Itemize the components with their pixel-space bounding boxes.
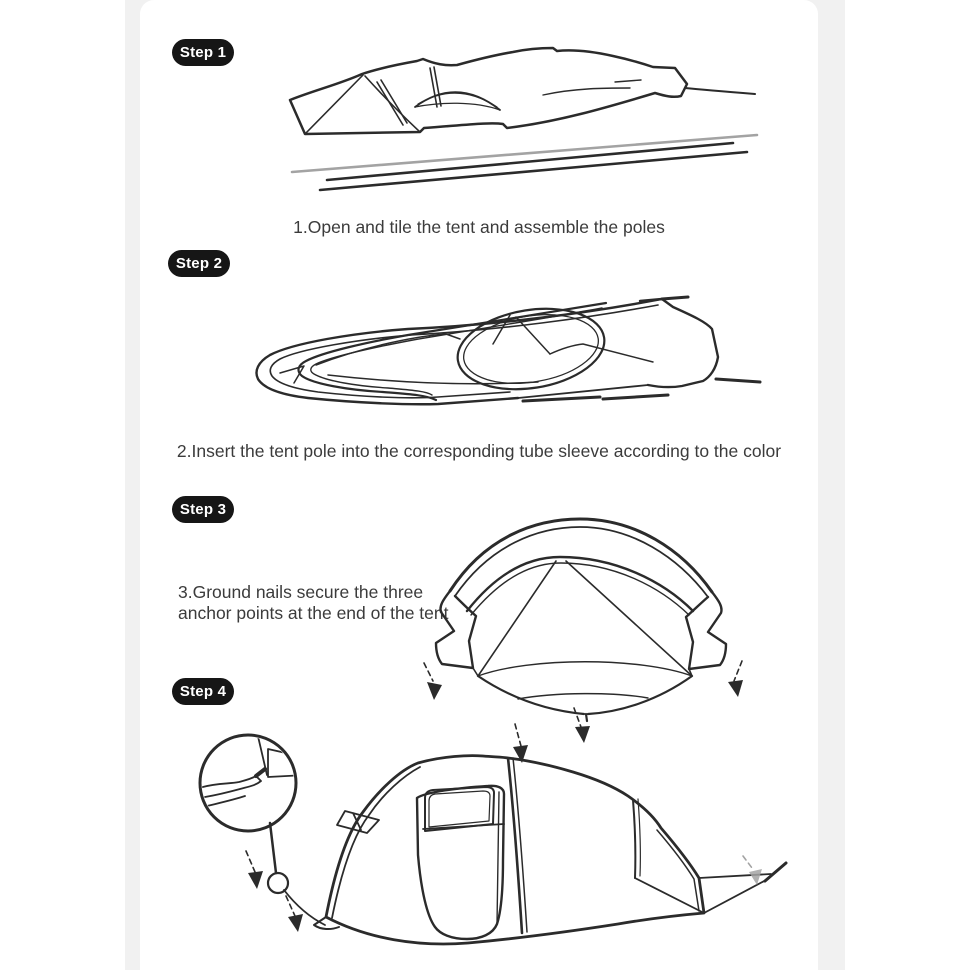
step-3-caption-line-2: anchor points at the end of the tent: [178, 602, 449, 623]
folded-tent-drawing: [290, 48, 755, 134]
pitched-tent-drawing: [314, 756, 786, 944]
step-2-caption: 2.Insert the tent pole into the corresponding tube sleeve according to the color: [176, 441, 782, 461]
tent-poles: [292, 135, 757, 190]
step-3-caption-line-1: 3.Ground nails secure the three: [178, 582, 424, 602]
ground-nail-arrow-icon: [728, 661, 743, 697]
stake-arrow-icon: [513, 724, 528, 763]
step-3-illustration: [420, 505, 780, 750]
step-3-caption: [178, 582, 448, 623]
step-1-caption: 1.Open and tile the tent and assemble the poles: [293, 217, 665, 237]
ground-nail-arrow-icon: [424, 663, 442, 700]
instruction-card: [140, 0, 818, 970]
step-3-badge: Step 3: [172, 496, 234, 523]
step-4-illustration: [183, 720, 808, 970]
pole-sleeve-loops: [257, 299, 663, 404]
step-1-illustration: [285, 38, 815, 208]
step-2-badge: Step 2: [168, 250, 230, 277]
step-1-badge: Step 1: [172, 39, 234, 66]
step-4-badge: Step 4: [172, 678, 234, 705]
step-2-illustration: [248, 287, 788, 432]
stake-arrow-icon: [246, 851, 263, 889]
magnifier-icon: [199, 732, 325, 925]
arched-tent-drawing: [436, 519, 726, 721]
hand-with-stake-detail: [199, 732, 323, 807]
stake-arrow-icon: [743, 856, 762, 885]
